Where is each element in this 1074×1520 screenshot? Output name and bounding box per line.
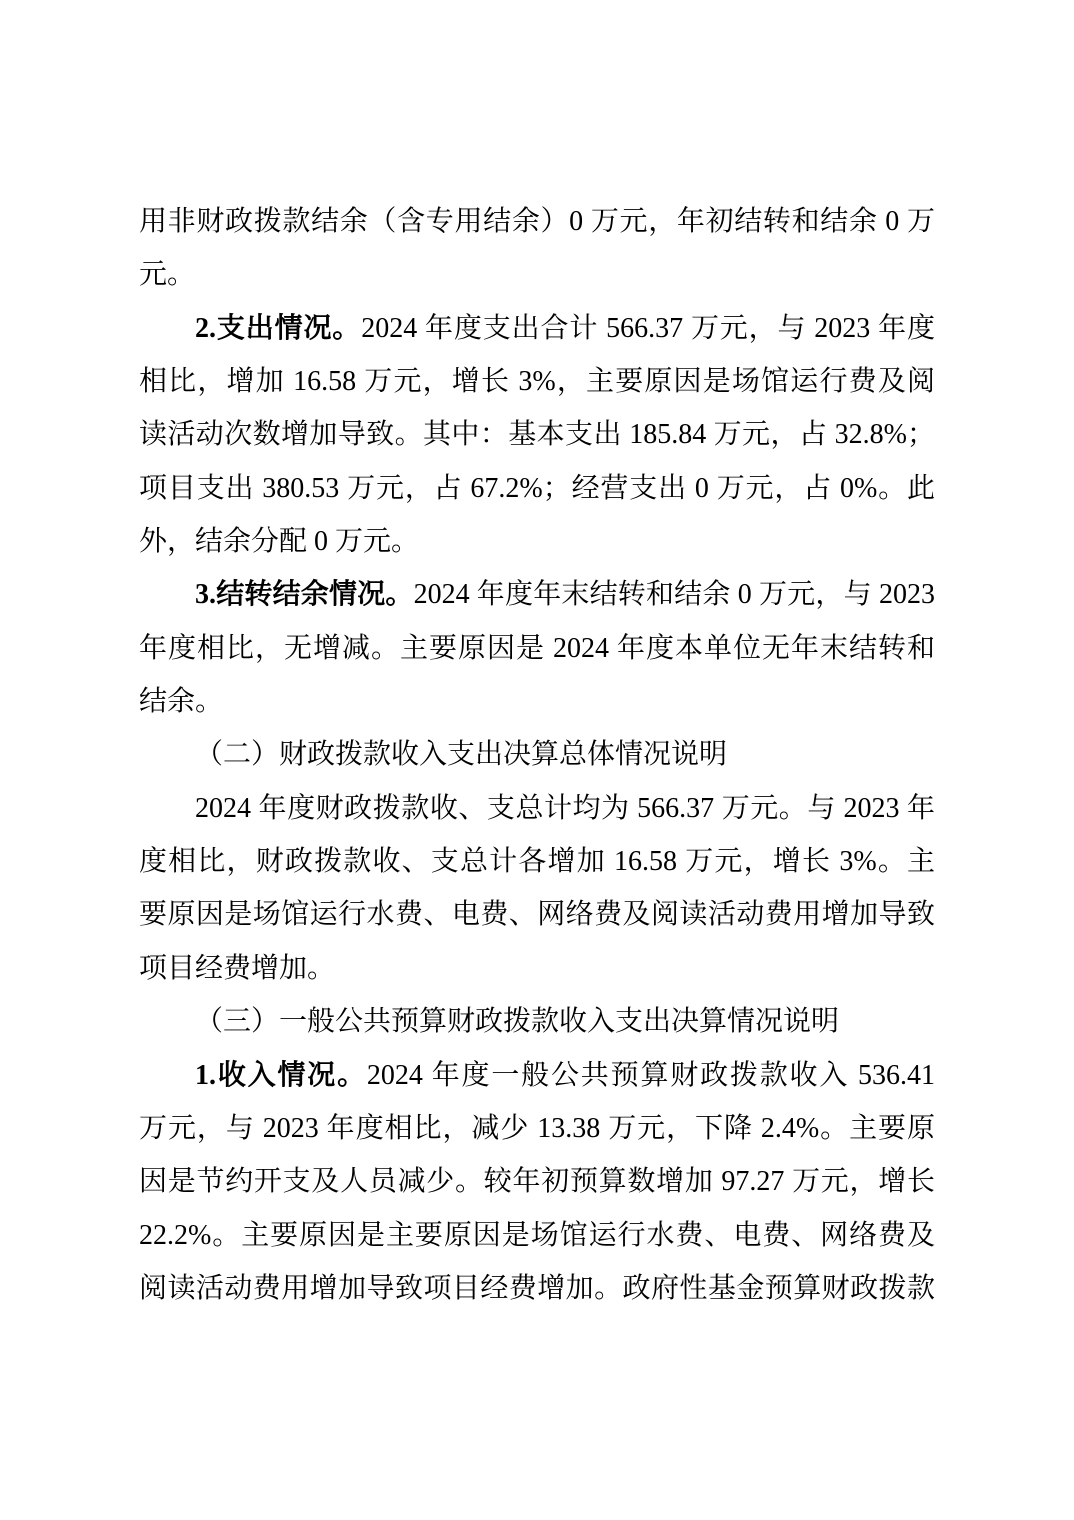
text-line [139, 1155, 935, 1208]
paragraph-lead-bold: 1.收入情况。 [195, 1059, 367, 1091]
line-text: 2024 年度一般公共预算财政拨款收入 536.41 [366, 1059, 935, 1091]
line-text: 年度相比，无增减。主要原因是 2024 年度本单位无年末结转和 [139, 632, 935, 664]
line-text: 用非财政拨款结余（含专用结余）0 万元，年初结转和结余 0 万 [139, 206, 935, 237]
line-text: 度相比，财政拨款收、支总计各增加 16.58 万元，增长 3%。主 [139, 846, 935, 878]
line-text: 项目经费增加。 [139, 952, 336, 984]
line-text: 项目支出 380.53 万元，占 67.2%；经营支出 0 万元，占 0%。此 [139, 472, 935, 504]
document-text-block [139, 195, 935, 1315]
text-line [139, 195, 935, 248]
text-line [139, 1262, 935, 1315]
text-line [139, 1049, 935, 1102]
text-line [139, 888, 935, 941]
line-text: （三）一般公共预算财政拨款收入支出决算情况说明 [195, 1006, 840, 1038]
text-line [139, 462, 935, 515]
line-text: 万元，与 2023 年度相比，减少 13.38 万元，下降 2.4%。主要原 [139, 1112, 935, 1144]
line-text: 要原因是场馆运行水费、电费、网络费及阅读活动费用增加导致 [139, 899, 935, 931]
paragraph-lead-bold: 3.结转结余情况。 [195, 579, 414, 611]
line-text: 因是节约开支及人员减少。较年初预算数增加 97.27 万元，增长 [139, 1166, 935, 1198]
text-line [139, 675, 935, 728]
line-text: 元。 [139, 259, 196, 291]
text-line [139, 408, 935, 461]
text-line [139, 248, 935, 301]
line-text: 读活动次数增加导致。其中：基本支出 185.84 万元，占 32.8%； [139, 419, 935, 451]
line-text: 相比，增加 16.58 万元，增长 3%，主要原因是场馆运行费及阅 [139, 366, 935, 398]
line-text: 结余。 [139, 686, 224, 718]
text-line [139, 782, 935, 835]
section-heading [139, 995, 935, 1048]
line-text: 22.2%。主要原因是主要原因是场馆运行水费、电费、网络费及 [139, 1219, 935, 1251]
text-line [139, 302, 935, 355]
text-line [139, 942, 935, 995]
text-line [139, 568, 935, 621]
line-text: 阅读活动费用增加导致项目经费增加。政府性基金预算财政拨款 [139, 1272, 935, 1304]
text-line [139, 835, 935, 888]
text-line [139, 515, 935, 568]
line-text: 2024 年度财政拨款收、支总计均为 566.37 万元。与 2023 年 [195, 792, 935, 824]
text-line [139, 1102, 935, 1155]
text-line [139, 1209, 935, 1262]
line-text: 2024 年度年末结转和结余 0 万元，与 2023 [413, 579, 935, 611]
text-line [139, 622, 935, 675]
paragraph-lead-bold: 2.支出情况。 [195, 312, 362, 344]
section-heading [139, 728, 935, 781]
line-text: 2024 年度支出合计 566.37 万元，与 2023 年度 [361, 312, 935, 344]
line-text: （二）财政拨款收入支出决算总体情况说明 [195, 739, 728, 771]
text-line [139, 355, 935, 408]
line-text: 外，结余分配 0 万元。 [139, 526, 420, 558]
